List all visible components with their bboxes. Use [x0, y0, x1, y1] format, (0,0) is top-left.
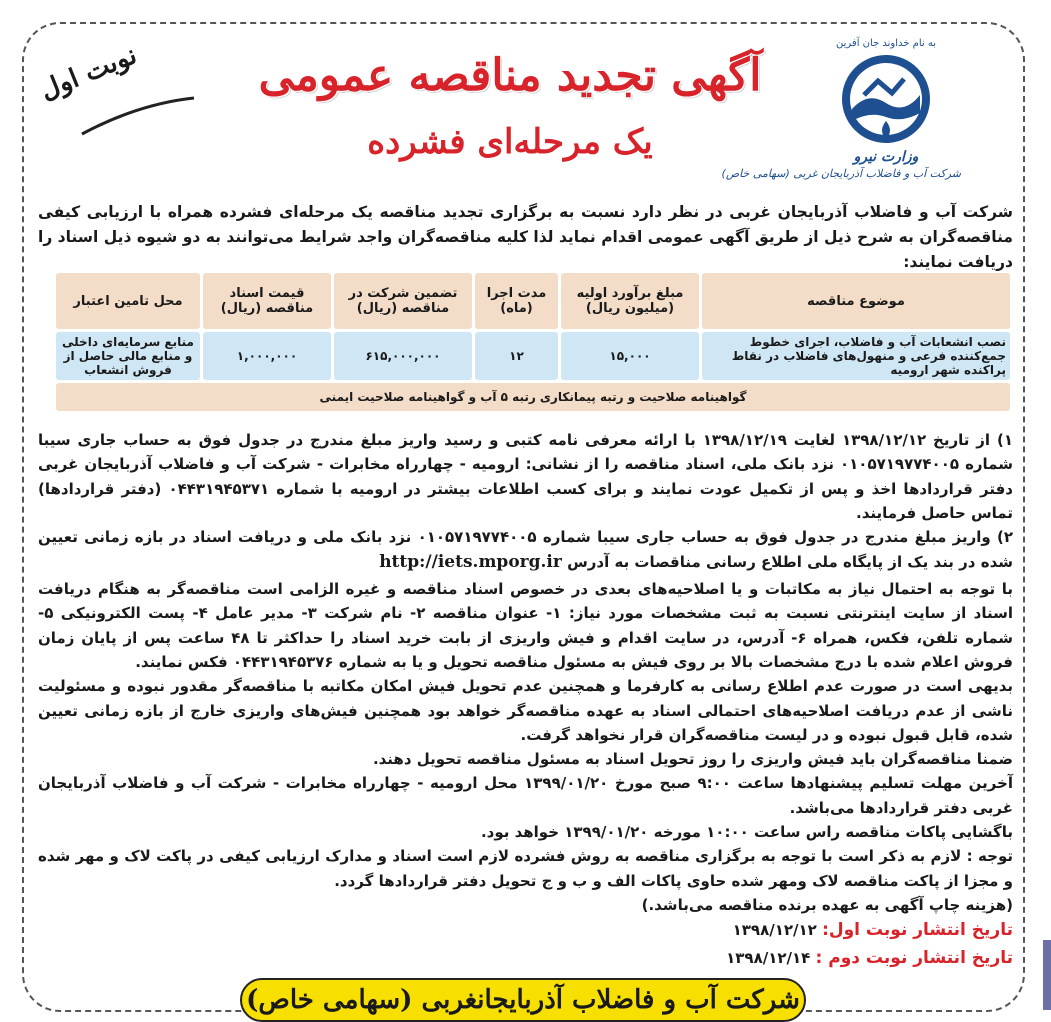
- cell-duration: ۱۲: [475, 332, 558, 380]
- water-drop-logo-icon: [838, 51, 934, 147]
- tender-body: [38, 428, 1013, 972]
- header-guarantee: تضمین شرکت در مناقصه (ریال): [334, 273, 472, 329]
- table-header-row: [56, 273, 1010, 329]
- logo-ministry: وزارت نیرو: [853, 149, 919, 165]
- side-tab: [1043, 940, 1051, 1010]
- contracts-office-label: دفتر قراردادها: [903, 479, 1013, 498]
- cell-funding: منابع سرمایه‌ای داخلی و منابع مالی حاصل از فروش انشعاب: [56, 332, 200, 380]
- company-logo: [721, 38, 961, 180]
- cell-doc-price: ۱,۰۰۰,۰۰۰: [203, 332, 331, 380]
- header-funding: محل تامین اعتبار: [56, 273, 200, 329]
- header-subject: موضوع مناقصه: [702, 273, 1010, 329]
- turn-underline-icon: [78, 94, 198, 138]
- footer-company-banner: شرکت آب و فاضلاب آذربایجانغربی (سهامی خاص): [240, 978, 806, 1022]
- cell-estimate: ۱۵,۰۰۰: [561, 332, 699, 380]
- page-title: آگهی تجدید مناقصه عمومی: [258, 50, 762, 101]
- intro-paragraph: شرکت آب و فاضلاب آذربایجان غربی در نظر دارد نسبت به برگزاری تجدید مناقصه یک مرحله‌ای فشرده همراه با ارزیابی کیفی مناقصه‌گران به شرح ذیل از طریق آگهی عمومی اقدام نماید لذا کلیه مناقصه‌گران واجد شرایط می‌توانند به دو شیوه ذیل اسناد را دریافت نمایند:: [38, 203, 1013, 271]
- paragraph-3: با توجه به احتمال نیاز به مکاتبات و یا اصلاحیه‌های بعدی در خصوص اسناد مناقصه و غیره الزامی است مناقصه‌گر به هنگام دریافت اسناد از سایت اینترنتی نسبت به ثبت مشخصات مورد نیاز: ۱- عنوان مناقصه ۲- نام شرکت ۳- مدیر عامل ۴- پست الکترونیکی ۵- شماره تلفن، فکس، همراه ۶- آدرس، در سایت اقدام و فیش واریزی از بابت خرید اسناد را حداکثر تا ۴۸ ساعت پس از پایان زمان فروش اعلام شده با درج مشخصات بالا بر روی فیش به مسئول مناقصه تحویل و یا به شماره ۰۴۴۳۱۹۴۵۳۷۶ فکس نمایند.: [38, 580, 1013, 671]
- paragraph-7: باگشایی پاکات مناقصه راس ساعت ۱۰:۰۰ مورخه ۱۳۹۹/۰۱/۲۰ خواهد بود.: [480, 822, 1013, 841]
- paragraph-6: آخرین مهلت تسلیم پیشنهادها ساعت ۹:۰۰ صبح مورخ ۱۳۹۹/۰۱/۲۰ محل ارومیه - چهارراه مخابرات - شرکت آب و فاضلاب آذربایجان غربی دفتر قراردادها می‌باشد.: [38, 774, 1013, 817]
- note-label: توجه :: [966, 847, 1013, 866]
- contracts-office-label: دفتر قراردادها: [859, 798, 968, 817]
- paragraph-4: بدیهی است در صورت عدم اطلاع رسانی به کارفرما و همچنین عدم تحویل فیش امکان مکاتبه با مناقصه‌گر مقدور نبوده و مسئولیت ناشی از عدم دریافت اصلاحیه‌های احتمالی اسناد به عهده مناقصه‌گر خواهد بود همچنین فیش‌های واریزی خارج از بازه زمانی تعیین شده، قابل قبول نبوده و در لیست مناقصه‌گران قرار نخواهد گرفت.: [38, 677, 1013, 744]
- page-subtitle: یک مرحله‌ای فشرده: [367, 122, 653, 162]
- logo-arc-text: به نام خداوند جان آفرین: [836, 38, 936, 49]
- turn-badge: نوبت اول: [36, 40, 142, 106]
- cell-subject: نصب انشعابات آب و فاضلاب، اجرای خطوط جمع‌کننده فرعی و منهول‌های فاضلاب در نقاط پراکنده شهر ارومیه: [702, 332, 1010, 380]
- cell-qualification-note: گواهینامه صلاحیت و رتبه پیمانکاری رتبه ۵ آب و گواهینامه صلاحیت ایمنی: [56, 383, 1010, 411]
- header-doc-price: قیمت اسناد مناقصه (ریال): [203, 273, 331, 329]
- publication-date-1: تاریخ انتشار نوبت اول: ۱۳۹۸/۱۲/۱۲: [732, 920, 1013, 941]
- logo-company-name: شرکت آب و فاضلاب آذربایجان غربی (سهامی خاص): [721, 167, 961, 180]
- header-estimate: مبلغ برآورد اولیه (میلیون ریال): [561, 273, 699, 329]
- paragraph-8: توجه : لازم به ذکر است با توجه به برگزاری مناقصه به روش فشرده لازم است اسناد و مدارک ارزیابی کیفی در پاکت لاک و مهر شده و مجزا از پاکت مناقصه لاک ومهر شده حاوی پاکات الف و ب و ج تحویل دفتر قراردادها گردد.: [38, 847, 1013, 890]
- paragraph-9: (هزینه چاپ آگهی به عهده برنده مناقصه می‌باشد.): [641, 895, 1013, 914]
- header-duration: مدت اجرا (ماه): [475, 273, 558, 329]
- publication-date-2: تاریخ انتشار نوبت دوم : ۱۳۹۸/۱۲/۱۴: [726, 947, 1013, 968]
- tender-table: [53, 270, 1013, 414]
- tender-portal-link[interactable]: http://iets.mporg.ir: [379, 552, 562, 573]
- table-row: [56, 332, 1010, 380]
- paragraph-5: ضمنا مناقصه‌گران باید فیش واریزی را روز تحویل اسناد به مسئول مناقصه تحویل دهند.: [372, 750, 1013, 769]
- cell-guarantee: ۶۱۵,۰۰۰,۰۰۰: [334, 332, 472, 380]
- paragraph-1: ۱) از تاریخ ۱۳۹۸/۱۲/۱۲ لغایت ۱۳۹۸/۱۲/۱۹ با ارائه معرفی نامه کتبی و رسید واریز مبلغ مندرج در جدول فوق به حساب جاری سیبا شماره ۰۱۰۵۷۱۹۷۷۴۰۰۵ نزد بانک ملی، اسناد مناقصه را از نشانی: ارومیه - چهارراه مخابرات - شرکت آب و فاضلاب آذربایجان غربی دفتر قراردادها اخذ و پس از تکمیل عودت نمایند و برای کسب اطلاعات بیشتر در ارومیه با شماره ۰۴۴۳۱۹۴۵۳۷۱ (دفتر قراردادها) تماس حاصل فرمایند.: [38, 431, 1013, 522]
- paragraph-2: ۲) واریز مبلغ مندرج در جدول فوق به حساب جاری سیبا شماره ۰۱۰۵۷۱۹۷۷۴۰۰۵ نزد بانک ملی و دریافت اسناد در بازه زمانی تعیین شده در بند یک از پایگاه ملی اطلاع رسانی مناقصات به آدرس http://iets.mporg.ir: [38, 528, 1013, 573]
- table-note-row: [56, 383, 1010, 411]
